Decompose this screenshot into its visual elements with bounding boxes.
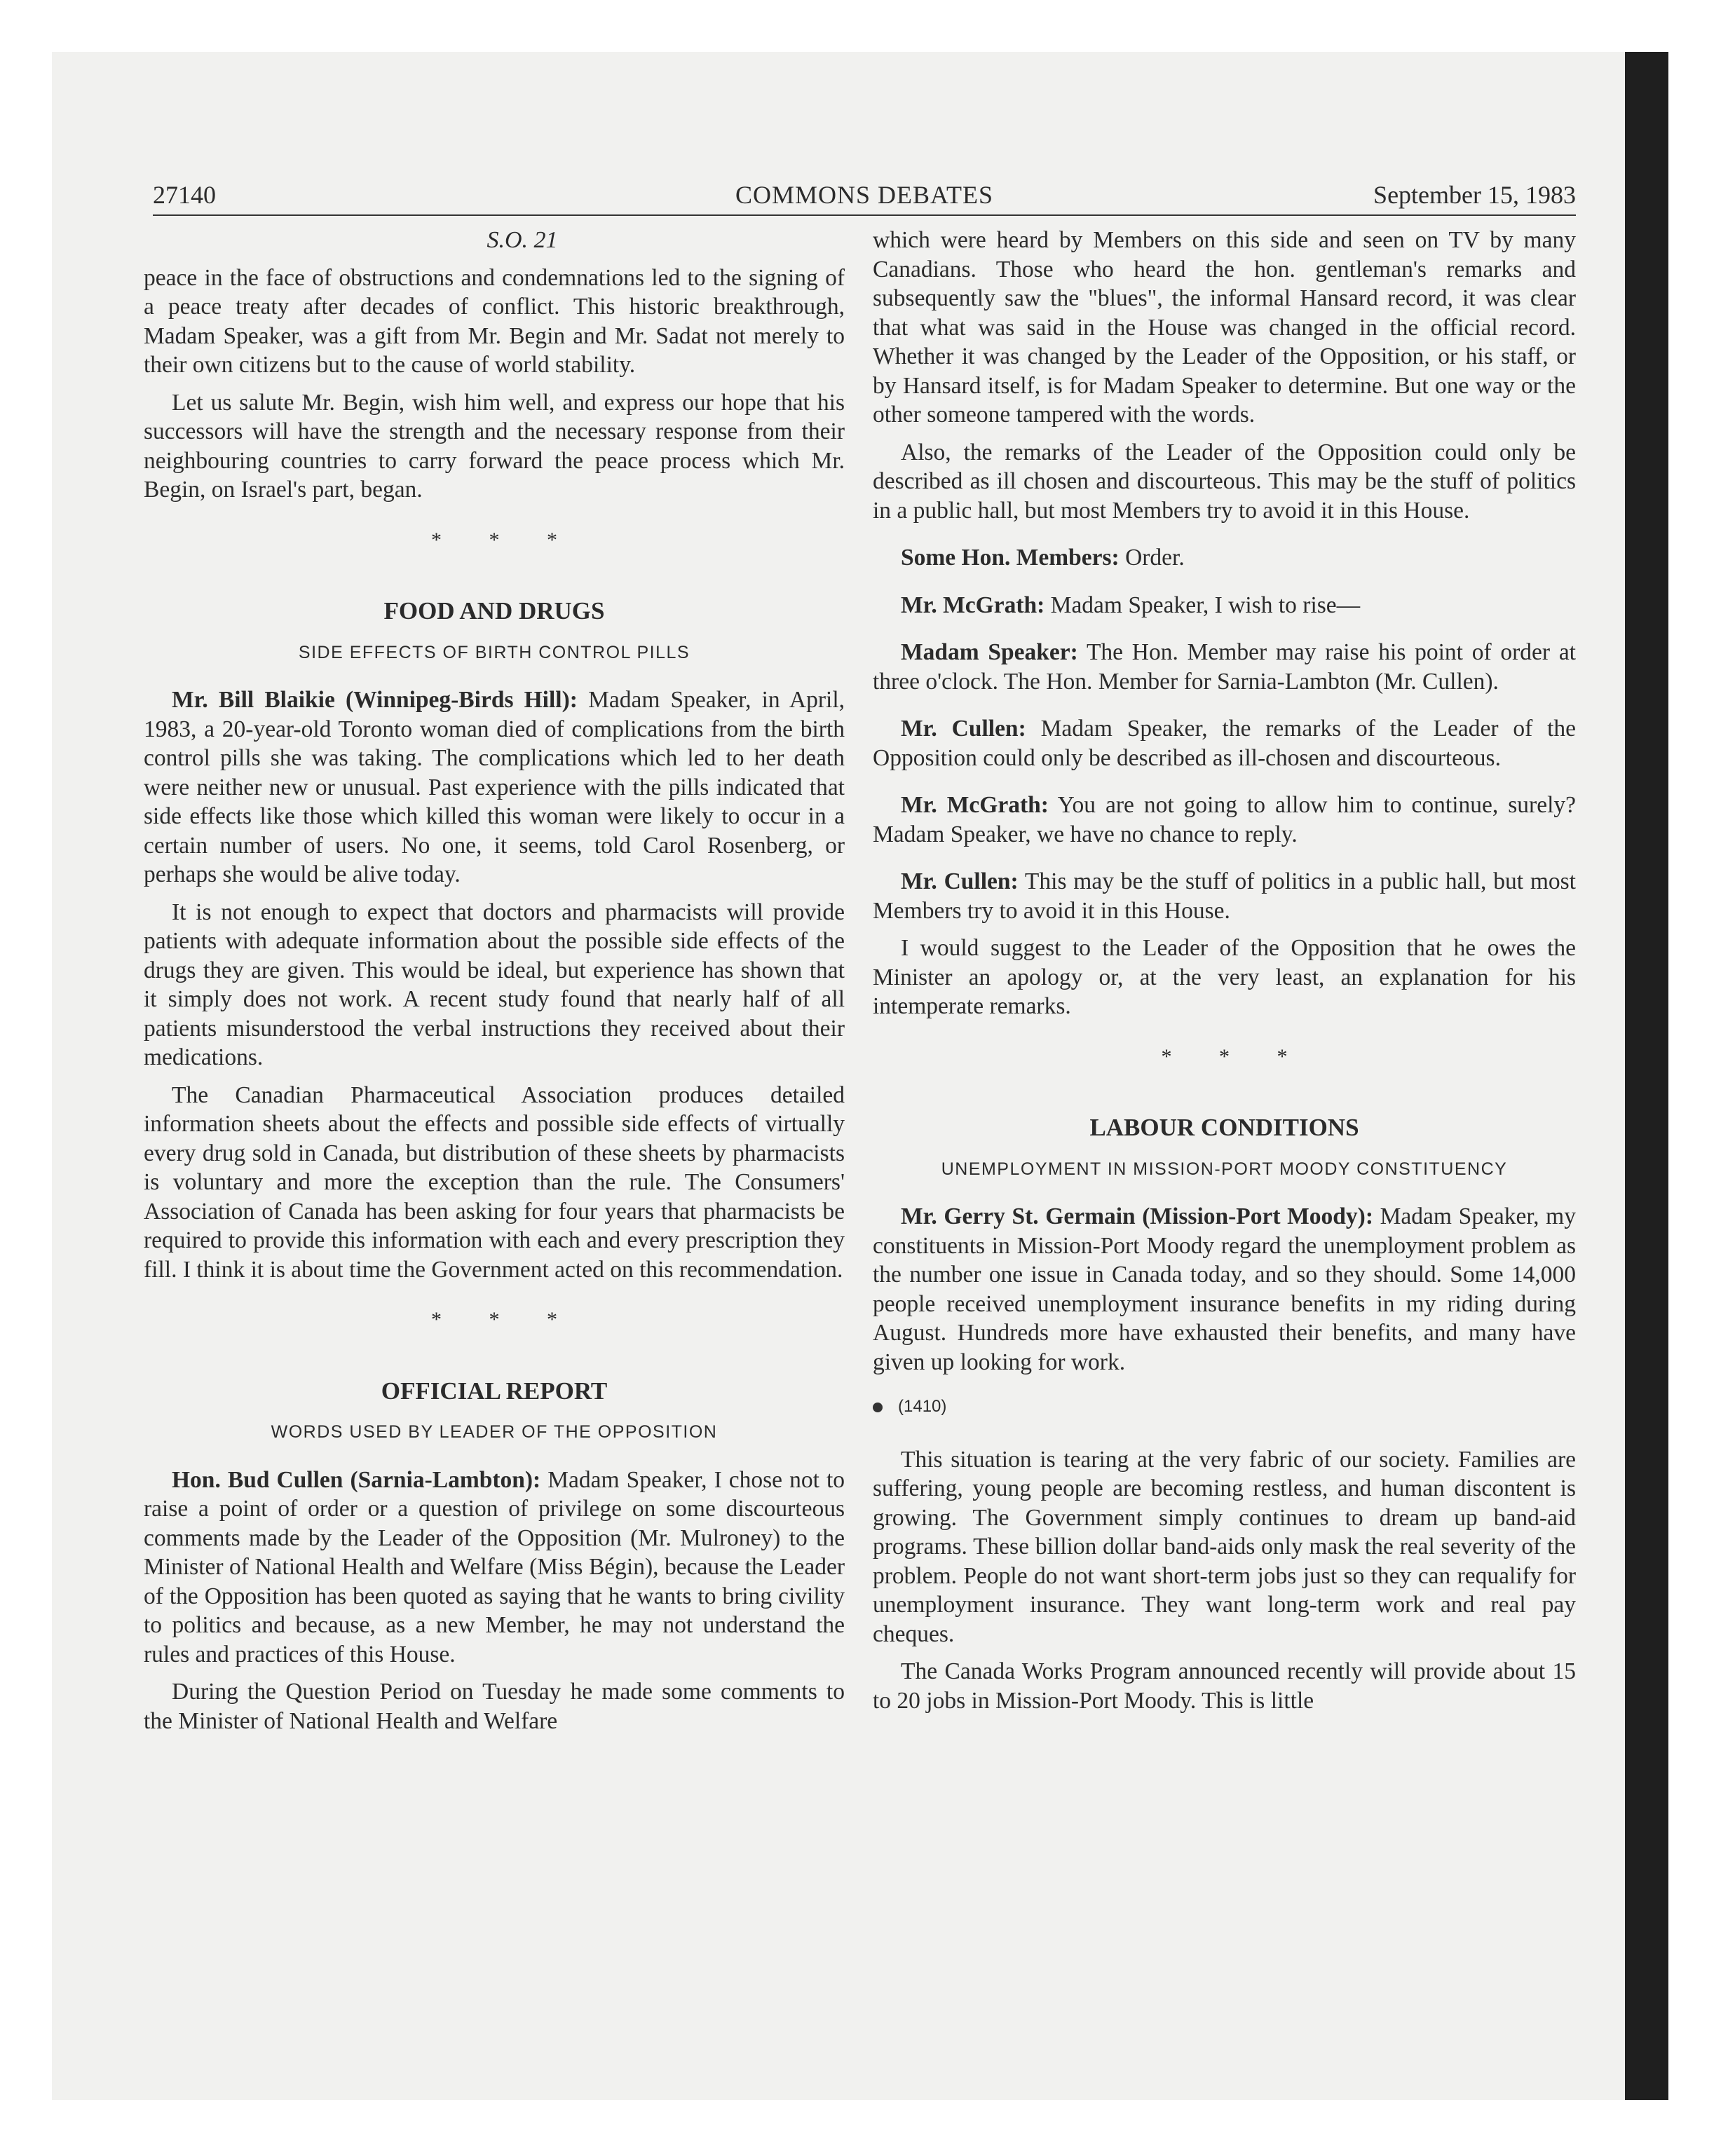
speaker-name: Mr. McGrath:: [901, 792, 1049, 818]
standing-order-label: S.O. 21: [487, 227, 558, 253]
section-separator: * * *: [431, 1308, 578, 1331]
speech-paragraph: [873, 591, 1576, 620]
paragraph: which were heard by Members on this side and seen on TV by many Canadians. Those who heard the hon. gentleman's remarks and subsequently saw the "blues", the informal Hansard record, it was clear that what was said in the House was changed in the official record. Whether it was changed by the Leader of the Opposition, or his staff, or by Hansard itself, is for Madam Speaker to determine. But one way or the other someone tampered with the words.: [873, 227, 1576, 428]
speaker-name: Mr. McGrath:: [901, 592, 1045, 618]
time-marker: [873, 1392, 1576, 1421]
speech-paragraph: [873, 1202, 1576, 1377]
speech-text: Madam Speaker, I wish to rise—: [1050, 592, 1361, 618]
paragraph: Also, the remarks of the Leader of the Opposition could only be described as ill chosen and discourteous. This may be the stuff of politics in a public hall, but most Members try to avoid it in this House.: [873, 439, 1576, 524]
paragraph: During the Question Period on Tuesday he made some comments to the Minister of National Health and Welfare: [144, 1679, 845, 1734]
section-heading: LABOUR CONDITIONS: [1089, 1114, 1359, 1141]
right-column: [873, 226, 1576, 1724]
speech-paragraph: [144, 1466, 845, 1670]
section-heading: FOOD AND DRUGS: [383, 597, 605, 625]
speaker-name: Hon. Bud Cullen (Sarnia-Lambton):: [172, 1466, 541, 1493]
section-subheading: SIDE EFFECTS OF BIRTH CONTROL PILLS: [298, 642, 690, 662]
speaker-name: Mr. Cullen:: [901, 868, 1019, 894]
speech-paragraph: [873, 638, 1576, 696]
publication-date: September 15, 1983: [1373, 181, 1576, 209]
speaker-name: Some Hon. Members:: [901, 545, 1120, 571]
left-column: [144, 226, 845, 1744]
paragraph: The Canadian Pharmaceutical Association produces detailed information sheets about the effects and possible side effects of virtually every drug sold in Canada, but distribution of these sheets by pharmacists is voluntary and more the exception than the rule. The Consumers' Association of Canada has been asking for four years that pharmacists be required to provide this information with each and every prescription they fill. I think it is about time the Government acted on this recommendation.: [144, 1082, 845, 1283]
speech-text: Madam Speaker, in April, 1983, a 20-year-old Toronto woman died of complications from the birth control pills she was taking. The complications which led to her death were neither new or unusual. Past experience with the pills indicated that side effects like those which killed this woman were likely to occur in a certain number of users. No one, it seems, told Carol Rosenberg, or perhaps she would be alive today.: [144, 687, 845, 887]
section-separator: * * *: [431, 528, 578, 552]
paragraph: Let us salute Mr. Begin, wish him well, and express our hope that his successors will have the strength and the necessary response from their neighbouring countries to carry forward the peace process which Mr. Begin, on Israel's part, began.: [144, 389, 845, 503]
speaker-name: Mr. Bill Blaikie (Winnipeg-Birds Hill):: [172, 687, 578, 713]
section-heading: OFFICIAL REPORT: [381, 1377, 608, 1405]
paragraph: It is not enough to expect that doctors and pharmacists will provide patients with adequate information about the possible side effects of the drugs they are given. This would be ideal, but experience has shown that it simply does not work. A recent study found that nearly half of all patients misunderstood the verbal instructions they received about their medications.: [144, 899, 845, 1070]
speech-text: The Hon. Member may raise his point of order at three o'clock. The Hon. Member for Sarnia-Lambton (Mr. Cullen).: [873, 639, 1576, 695]
scan-edge: [1625, 52, 1668, 2100]
speech-text: Madam Speaker, my constituents in Mission-Port Moody regard the unemployment problem as the number one issue in Canada today, and so they should. Some 14,000 people received unemployment insurance benefits in my riding during August. Hundreds more have exhausted their benefits, and many have given up looking for work.: [873, 1203, 1576, 1375]
speaker-name: Mr. Cullen:: [901, 716, 1026, 742]
speech-text: This may be the stuff of politics in a public hall, but most Members try to avoid it in this House.: [873, 868, 1576, 924]
speech-paragraph: [873, 867, 1576, 925]
speech-text: Madam Speaker, the remarks of the Leader of the Opposition could only be described as ill-chosen and discourteous.: [873, 716, 1577, 771]
paragraph: The Canada Works Program announced recently will provide about 15 to 20 jobs in Mission-Port Moody. This is little: [873, 1658, 1576, 1714]
section-separator: * * *: [1161, 1044, 1309, 1068]
speaker-name: Madam Speaker:: [901, 639, 1078, 665]
speech-paragraph: [144, 685, 845, 889]
paragraph: This situation is tearing at the very fabric of our society. Families are suffering, young people are becoming restless, and human discontent is growing. The Government simply continues to dream up band-aid programs. These billion dollar band-aids only mask the real severity of the problem. People do not want short-term jobs just so they can requalify for unemployment insurance. They want long-term work and real pay cheques.: [873, 1446, 1576, 1647]
time-stamp: (1410): [898, 1397, 947, 1416]
section-subheading: WORDS USED BY LEADER OF THE OPPOSITION: [271, 1422, 718, 1442]
speech-text: Order.: [1125, 545, 1185, 571]
speech-paragraph: [873, 791, 1576, 849]
speech-text: You are not going to allow him to continue, surely? Madam Speaker, we have no chance to reply.: [873, 792, 1576, 847]
section-subheading: UNEMPLOYMENT IN MISSION-PORT MOODY CONSTITUENCY: [941, 1159, 1508, 1179]
publication-title: COMMONS DEBATES: [735, 181, 994, 209]
page-header: [153, 179, 1576, 216]
speech-text: Madam Speaker, I chose not to raise a point of order or a question of privilege on some discourteous comments made by the Leader of the Opposition (Mr. Mulroney) to the Minister of National Health and Welfare (Miss Bégin), because the Leader of the Opposition has been quoted as saying that he wants to bring civility to politics and because, as a new Member, he may not understand the rules and practices of this House.: [144, 1466, 845, 1667]
speaker-name: Mr. Gerry St. Germain (Mission-Port Moody):: [901, 1203, 1373, 1229]
paragraph: I would suggest to the Leader of the Opposition that he owes the Minister an apology or, at the very least, an explanation for his intemperate remarks.: [873, 935, 1576, 1019]
bullet-icon: [873, 1403, 883, 1412]
page-number: 27140: [153, 181, 216, 209]
speech-paragraph: [873, 714, 1576, 772]
speech-paragraph: [873, 543, 1576, 573]
paragraph: peace in the face of obstructions and condemnations led to the signing of a peace treaty after decades of conflict. This historic breakthrough, Madam Speaker, was a gift from Mr. Begin and Mr. Sadat not merely to their own citizens but to the cause of world stability.: [144, 264, 845, 378]
